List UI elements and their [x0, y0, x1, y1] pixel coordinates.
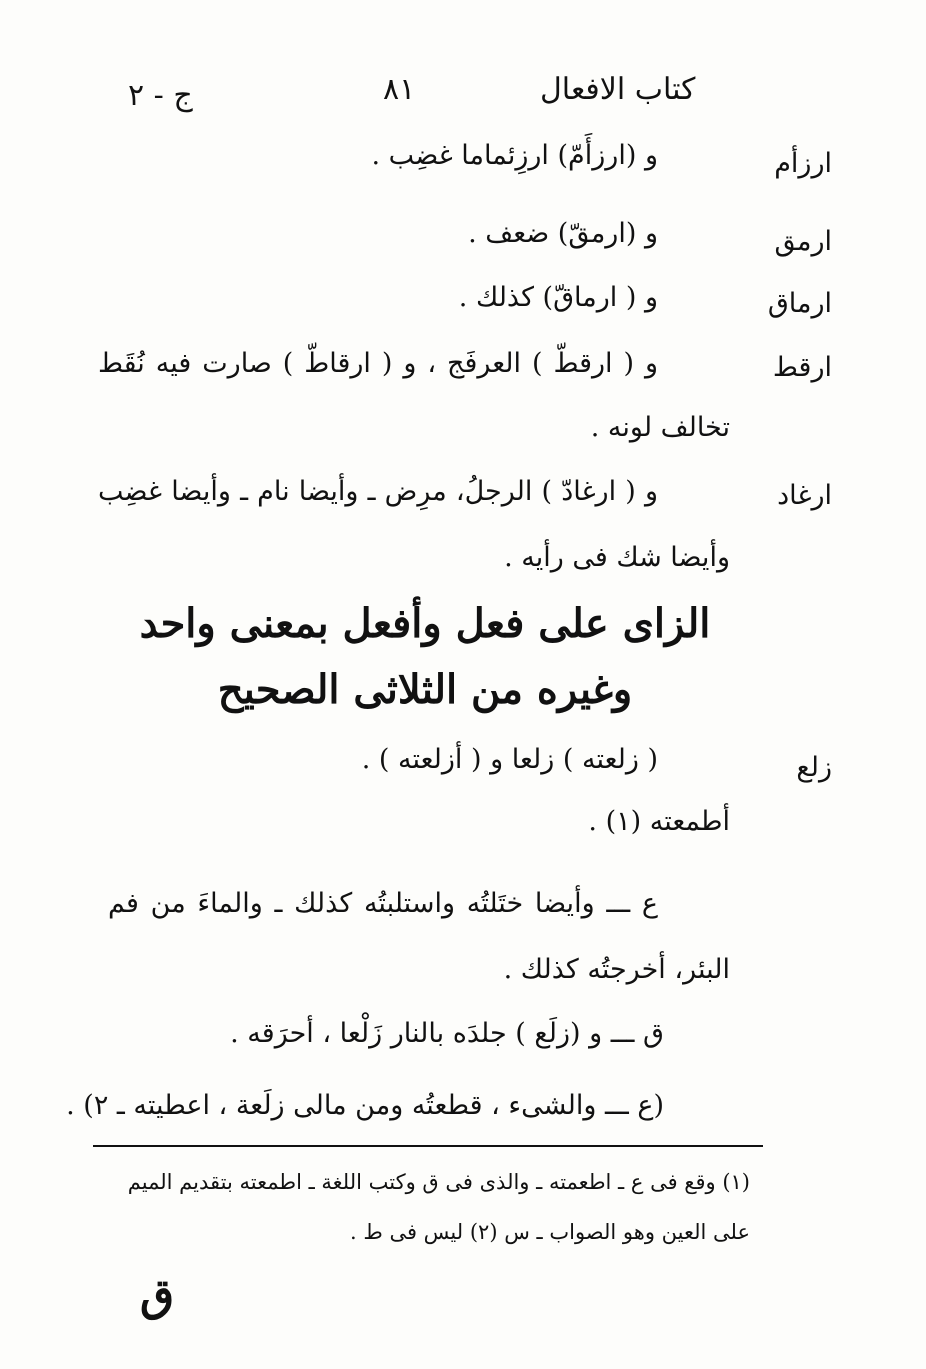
entry-text-line: تخالف لونه . — [590, 412, 730, 443]
margin-headword: ارقط — [772, 352, 832, 383]
entry-text-line: و (ارمقّ) ضعف . — [468, 218, 658, 249]
margin-headword: ارمق — [774, 226, 832, 257]
footnote-line: على العين وهو الصواب ـ س (٢) ليس فى ط . — [350, 1220, 750, 1244]
entry-text-line: (ع ـــ والشىء ، قطعتُه ومن مالى زلَعة ، اعطيته ـ ٢) . — [66, 1090, 664, 1121]
page-number: ٨١ — [383, 72, 416, 107]
entry-text-line: البئر، أخرجتُه كذلك . — [503, 954, 730, 985]
entry-text-line: ( زلعته ) زلعا و ( أزلعته ) . — [361, 744, 658, 775]
entry-text-line: و (ارزأَمّ) ارزِئماما غضِب . — [371, 140, 658, 171]
margin-headword: زلع — [796, 752, 832, 783]
section-heading-line-1: الزاى على فعل وأفعل بمعنى واحد — [139, 600, 711, 647]
entry-text-line: ع ـــ وأيضا ختَلتُه واستلبتُه كذلك ـ والماءَ من فم — [108, 888, 658, 919]
book-title: كتاب الافعال — [540, 72, 696, 107]
section-heading-line-2: وغيره من الثلاثى الصحيح — [217, 666, 633, 713]
volume-label: ج - ٢ — [128, 78, 193, 113]
signature-mark: ق — [140, 1270, 175, 1321]
entry-text-line: ق ـــ و (زلَع ) جلدَه بالنار زَلْعا ، أحرَقه . — [230, 1018, 664, 1049]
entry-text-line: أطمعته (١) . — [588, 806, 730, 837]
footnote-line: (١) وقع فى ع ـ اطعمته ـ والذى فى ق وكتب اللغة ـ اطمعته بتقديم الميم — [127, 1170, 750, 1194]
margin-headword: ارماق — [767, 288, 832, 319]
entry-text-line: و ( ارماقّ) كذلك . — [458, 282, 658, 313]
margin-headword: ارغاد — [777, 480, 832, 511]
entry-text-line: و ( ارغادّ ) الرجلُ، مرِض ـ وأيضا نام ـ وأيضا غضِب — [98, 476, 658, 507]
footnote-separator — [93, 1145, 763, 1147]
entry-text-line: وأيضا شك فى رأيه . — [504, 542, 730, 573]
margin-headword: ارزأم — [774, 148, 832, 179]
entry-text-line: و ( ارقطّ ) العرفَج ، و ( ارقاطّ ) صارت فيه نُقَط — [98, 348, 658, 379]
